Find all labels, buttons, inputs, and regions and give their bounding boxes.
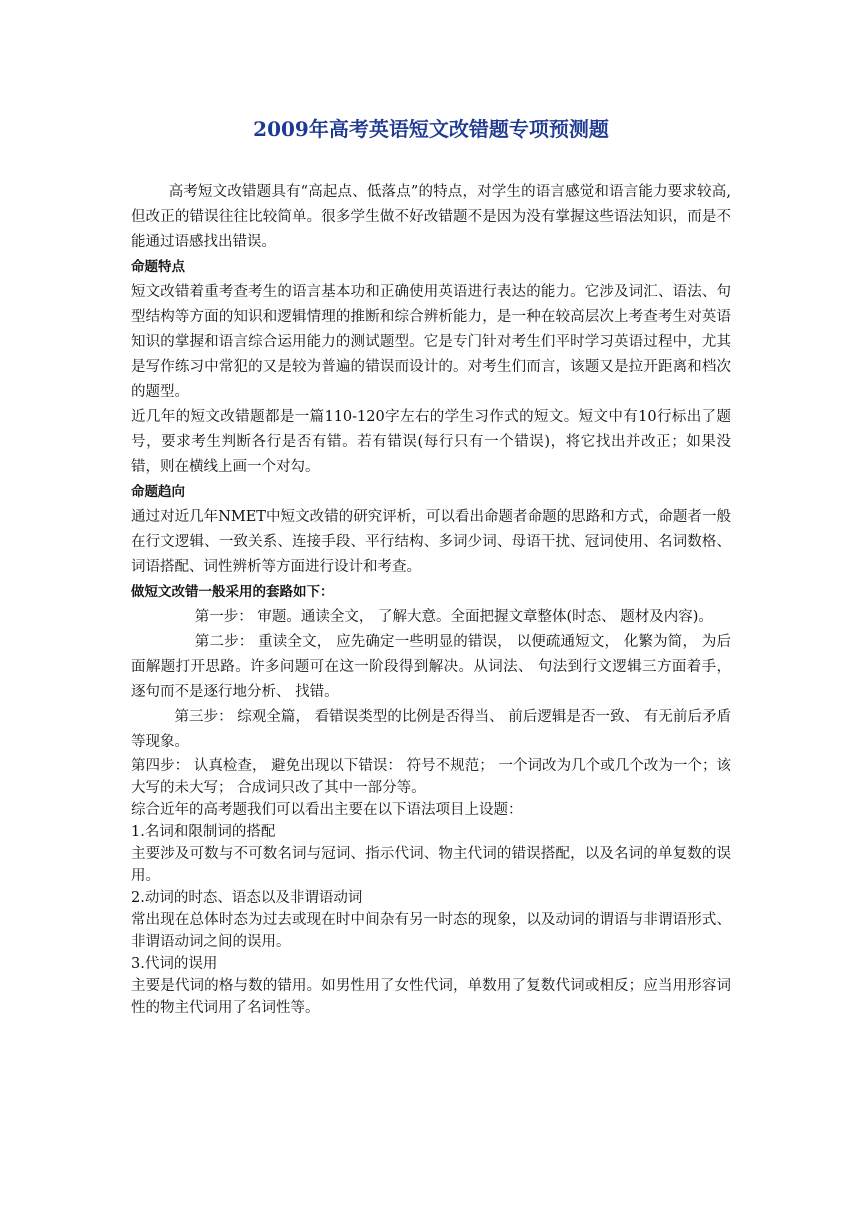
step-4: 第四步： 认真检查， 避免出现以下错误： 符号不规范； 一个词改为几个或几个改为一个；该大写的未大写； 合成词只改了其中一部分等。 <box>131 758 731 796</box>
step-3: 第三步： 综观全篇， 看错误类型的比例是否得当、 前后逻辑是否一致、 有无前后矛盾等现象。 <box>131 709 731 750</box>
features-paragraph-2: 近几年的短文改错题都是一篇110-120字左右的学生习作式的短文。短文中有10行标出了题号，要求考生判断各行是否有错。若有错误(每行只有一个错误)，将它找出并改正；如果没错，则在横线上画一个对勾。 <box>131 409 731 475</box>
step-1: 第一步： 审题。通读全文， 了解大意。全面把握文章整体(时态、 题材及内容)。 <box>194 609 713 625</box>
heading-method: 做短文改错一般采用的套路如下： <box>131 584 334 600</box>
item-2-text: 常出现在总体时态为过去或现在时中间杂有另一时态的现象，以及动词的谓语与非谓语形式、非谓语动词之间的误用。 <box>131 912 731 950</box>
document-body <box>131 180 731 1019</box>
document-title: 2009年高考英语短文改错题专项预测题 <box>253 117 609 141</box>
item-1-title: 1.名词和限制词的搭配 <box>131 824 276 840</box>
item-2-title: 2.动词的时态、语态以及非谓语动词 <box>131 890 363 906</box>
features-paragraph-1: 短文改错着重考查考生的语言基本功和正确使用英语进行表达的能力。它涉及词汇、语法、句型结构等方面的知识和逻辑情理的推断和综合辨析能力，是一种在较高层次上考查考生对英语知识的掌握和语言综合运用能力的测试题型。它是专门针对考生们平时学习英语过程中，尤其是写作练习中常犯的又是较为普遍的错误而设计的。对考生们而言，该题又是拉开距离和档次的题型。 <box>131 284 731 400</box>
item-3-title: 3.代词的误用 <box>131 956 218 972</box>
heading-trends: 命题趋向 <box>131 484 185 500</box>
summary-line: 综合近年的高考题我们可以看出主要在以下语法项目上设题： <box>131 802 523 818</box>
step-2: 第二步： 重读全文， 应先确定一些明显的错误， 以便疏通短文， 化繁为简， 为后面解题打开思路。许多问题可在这一阶段得到解决。从词法、 句法到行文逻辑三方面着手， 逐句而不是逐行地分析、 找错。 <box>131 634 731 700</box>
item-1-text: 主要涉及可数与不可数名词与冠词、指示代词、物主代词的错误搭配，以及名词的单复数的误用。 <box>131 846 731 884</box>
intro-paragraph: 高考短文改错题具有“高起点、低落点”的特点，对学生的语言感觉和语言能力要求较高,但改正的错误往往比较简单。很多学生做不好改错题不是因为没有掌握这些语法知识，而是不能通过语感找出错误。 <box>131 184 731 250</box>
trends-paragraph: 通过对近几年NMET中短文改错的研究评析，可以看出命题者命题的思路和方式，命题者一般在行文逻辑、一致关系、连接手段、平行结构、多词少词、母语干扰、冠词使用、名词数格、词语搭配、词性辨析等方面进行设计和考查。 <box>131 509 731 575</box>
item-3-text: 主要是代词的格与数的错用。如男性用了女性代词，单数用了复数代词或相反；应当用形容词性的物主代词用了名词性等。 <box>131 978 731 1016</box>
heading-features: 命题特点 <box>131 259 185 275</box>
